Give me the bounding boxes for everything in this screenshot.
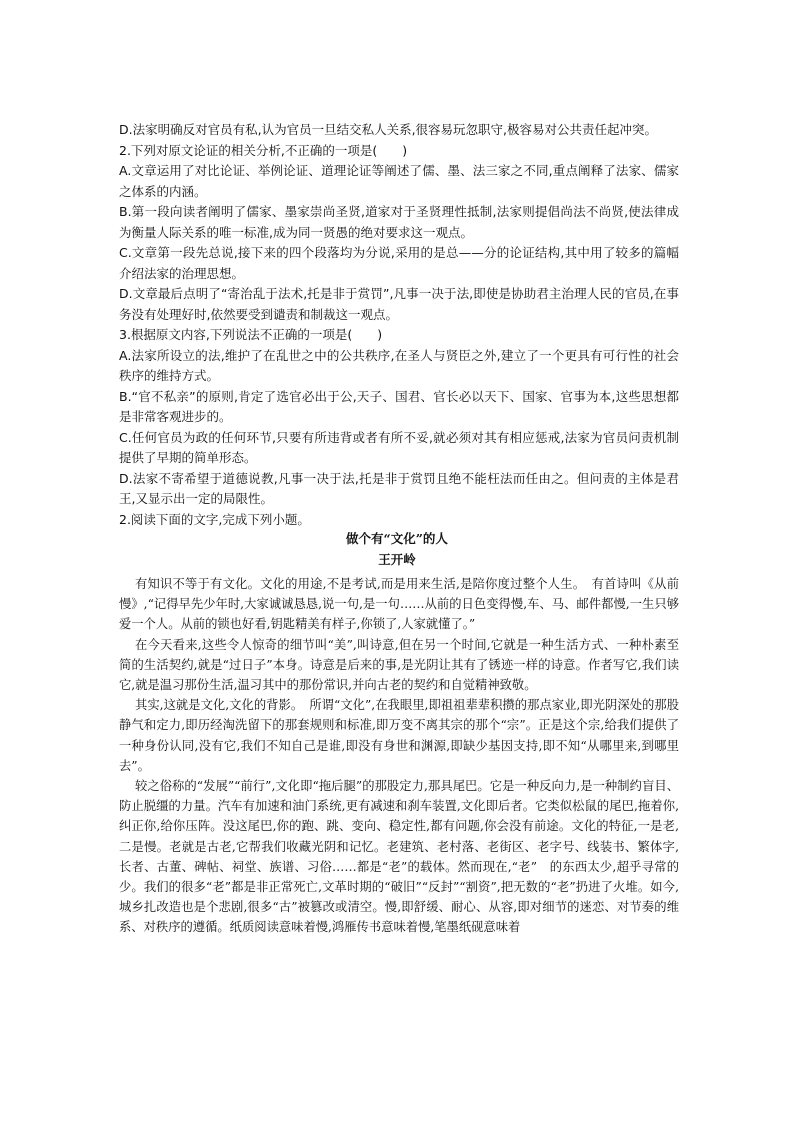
article-paragraph: 在今天看来,这些令人惊奇的细节叫“美”,叫诗意,但在另一个时间,它就是一种生活方式、一种朴素至简的生活契约,就是“过日子”本身。诗意是后来的事,是光阴让其有了锈迹一样的诗意。作者写它,我们读它,就是温习那份生活,温习其中的那份常识,并向古老的契约和自觉精神致敬。 — [119, 637, 679, 693]
article-paragraph: 有知识不等于有文化。文化的用途,不是考试,而是用来生活,是陪你度过整个人生。 有首诗叫《从前慢》,“记得早先少年时,大家诚诚恳恳,说一句,是一句……从前的日色变得慢,车、马、邮件都慢,一生只够爱一个人。从前的锁也好看,钥匙精美有样子,你锁了,人家就懂了。” — [119, 577, 679, 632]
questions-section — [119, 120, 679, 530]
q3-option-a: A.法家所设立的法,维护了在乱世之中的公共秩序,在圣人与贤臣之外,建立了一个更具有可行性的社会秩序的维持方式。 — [119, 347, 679, 383]
article-paragraph: 其实,这就是文化,文化的背影。 所谓“文化”,在我眼里,即祖祖辈辈积攒的那点家业,即光阴深处的那股静气和定力,即历经淘洗留下的那套规则和标准,即万变不离其宗的那个“宗”。正是这个宗,给我们提供了一种身份认同,没有它,我们不知自己是谁,即没有身世和渊源,即缺少基因支持,即不知“从哪里来,到哪里去”。 — [119, 698, 679, 773]
q2-option-b: B.第一段向读者阐明了儒家、墨家崇尚圣贤,道家对于圣贤理性抵制,法家则提倡尚法不尚贤,使法律成为衡量人际关系的唯一标准,成为同一贤愚的绝对要求这一观点。 — [119, 204, 679, 240]
article-body — [119, 574, 679, 938]
section-instruction: 2.阅读下面的文字,完成下列小题。 — [119, 511, 310, 527]
q3-option-c: C.任何官员为政的任何环节,只要有所违背或者有所不妥,就必须对其有相应惩戒,法家为官员问责机制提供了早期的简单形态。 — [119, 429, 679, 465]
q2-option-d: D.文章最后点明了“寄治乱于法术,托是非于赏罚”,凡事一决于法,即使是协助君主治理人民的官员,在事务没有处理好时,依然要受到谴责和制裁这一观点。 — [119, 286, 679, 322]
q3-option-d: D.法家不寄希望于道德说教,凡事一决于法,托是非于赏罚且绝不能枉法而任由之。但问责的主体是君王,又显示出一定的局限性。 — [119, 470, 679, 506]
q2-option-a: A.文章运用了对比论证、举例论证、道理论证等阐述了儒、墨、法三家之不同,重点阐释了法家、儒家之体系的内涵。 — [119, 163, 679, 199]
q1-option-d: D.法家明确反对官员有私,认为官员一旦结交私人关系,很容易玩忽职守,极容易对公共责任起冲突。 — [119, 122, 658, 137]
article-paragraph: 较之俗称的“发展”“前行”,文化即“拖后腿”的那股定力,那具尾巴。它是一种反向力,是一种制约盲目、防止脱缰的力量。汽车有加速和油门系统,更有减速和刹车装置,文化即后者。它类似松鼠的尾巴,拖着你,纠正你,给你压阵。没这尾巴,你的跑、跳、变向、稳定性,都有问题,你会没有前途。文化的特征,一是老,二是慢。老就是古老,它帮我们收藏光阴和记忆。老建筑、老村落、老街区、老字号、线装书、繁体字,长者、古董、碑帖、祠堂、族谱、习俗……都是“老”的载体。然而现在,“老” 的东西太少,超乎寻常的少。我们的很多“老”都是非正常死亡,文革时期的“破旧”“反封”“割资”,把无数的“老”扔进了火堆。如今,城乡扎改造也是个悲剧,很多“古”被篡改或清空。慢,即舒缓、耐心、从容,即对细节的迷恋、对节奏的维系、对秩序的遵循。纸质阅读意味着慢,鸿雁传书意味着慢,笔墨纸砚意味着 — [119, 779, 679, 935]
q3-stem: 3.根据原文内容,下列说法不正确的一项是( ) — [119, 327, 383, 342]
q3-option-b: B.“官不私亲”的原则,肯定了选官必出于公,天子、国君、官长必以天下、国家、官事为本,这些思想都是非常客观进步的。 — [119, 388, 679, 424]
q2-stem: 2.下列对原文论证的相关分析,不正确的一项是( ) — [119, 142, 408, 158]
article-title: 做个有“文化”的人 — [346, 531, 448, 546]
q2-option-c: C.文章第一段先总说,接下来的四个段落均为分说,采用的是总——分的论证结构,其中用了较多的篇幅介绍法家的治理思想。 — [119, 245, 679, 281]
article-author: 王开岭 — [378, 552, 416, 567]
